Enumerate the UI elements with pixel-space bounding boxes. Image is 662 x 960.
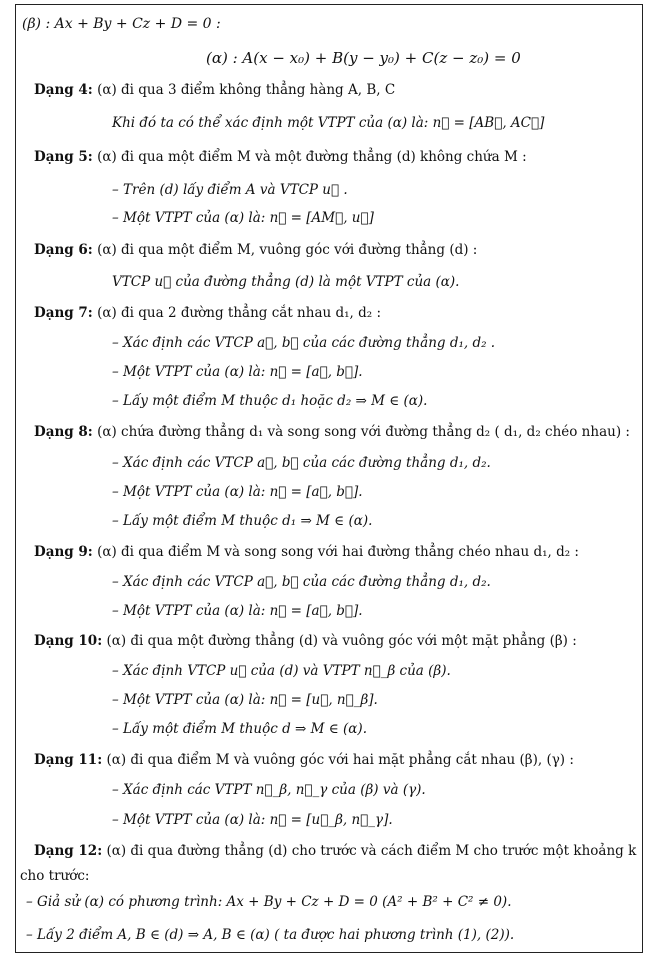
- heading-dang-7: Dạng 7: (α) đi qua 2 đường thẳng cắt nhau d₁, d₂ :: [34, 305, 382, 321]
- item-dang-7-3: – Lấy một điểm M thuộc d₁ hoặc d₂ ⇒ M ∈ (α).: [112, 393, 428, 409]
- item-dang-4-1: Khi đó ta có thể xác định một VTPT của (α) là: n⃗ = [AB⃗, AC⃗]: [112, 115, 545, 131]
- heading-dang-8: Dạng 8: (α) chứa đường thẳng d₁ và song song với đường thẳng d₂ ( d₁, d₂ chéo nhau) :: [34, 424, 630, 440]
- item-dang-9-1: – Xác định các VTCP a⃗, b⃗ của các đường thẳng d₁, d₂.: [112, 574, 491, 590]
- heading-dang-12: Dạng 12: (α) đi qua đường thẳng (d) cho trước và cách điểm M cho trước một khoảng k: [34, 843, 637, 859]
- item-dang-10-3: – Lấy một điểm M thuộc d ⇒ M ∈ (α).: [112, 721, 367, 737]
- heading-dang-5: Dạng 5: (α) đi qua một điểm M và một đường thẳng (d) không chứa M :: [34, 149, 527, 165]
- item-dang-11-2: – Một VTPT của (α) là: n⃗ = [u⃗_β, n⃗_γ].: [112, 812, 393, 828]
- item-dang-9-2: – Một VTPT của (α) là: n⃗ = [a⃗, b⃗].: [112, 603, 363, 619]
- item-dang-11-1: – Xác định các VTPT n⃗_β, n⃗_γ của (β) và (γ).: [112, 782, 426, 798]
- item-dang-12-1: – Giả sử (α) có phương trình: Ax + By + Cz + D = 0 (A² + B² + C² ≠ 0).: [26, 894, 512, 910]
- item-dang-10-2: – Một VTPT của (α) là: n⃗ = [u⃗, n⃗_β].: [112, 692, 378, 708]
- item-dang-8-3: – Lấy một điểm M thuộc d₁ ⇒ M ∈ (α).: [112, 513, 373, 529]
- heading-dang-11: Dạng 11: (α) đi qua điểm M và vuông góc với hai mặt phẳng cắt nhau (β), (γ) :: [34, 752, 574, 768]
- formula-alpha: (α) : A(x − x₀) + B(y − y₀) + C(z − z₀) = 0: [206, 49, 521, 67]
- heading-dang-10: Dạng 10: (α) đi qua một đường thẳng (d) và vuông góc với một mặt phẳng (β) :: [34, 633, 577, 649]
- item-dang-7-1: – Xác định các VTCP a⃗, b⃗ của các đường thẳng d₁, d₂ .: [112, 335, 496, 351]
- item-dang-8-1: – Xác định các VTCP a⃗, b⃗ của các đường thẳng d₁, d₂.: [112, 455, 491, 471]
- item-dang-6-1: VTCP u⃗ của đường thẳng (d) là một VTPT của (α).: [112, 274, 460, 290]
- item-dang-7-2: – Một VTPT của (α) là: n⃗ = [a⃗, b⃗].: [112, 364, 363, 380]
- heading-dang-4: Dạng 4: (α) đi qua 3 điểm không thẳng hàng A, B, C: [34, 82, 396, 98]
- text-dang-12-cont: cho trước:: [20, 868, 90, 884]
- formula-beta: (β) : Ax + By + Cz + D = 0 :: [22, 16, 221, 32]
- item-dang-12-2: – Lấy 2 điểm A, B ∈ (d) ⇒ A, B ∈ (α) ( ta được hai phương trình (1), (2)).: [26, 927, 515, 943]
- item-dang-8-2: – Một VTPT của (α) là: n⃗ = [a⃗, b⃗].: [112, 484, 363, 500]
- heading-dang-9: Dạng 9: (α) đi qua điểm M và song song với hai đường thẳng chéo nhau d₁, d₂ :: [34, 544, 579, 560]
- item-dang-10-1: – Xác định VTCP u⃗ của (d) và VTPT n⃗_β của (β).: [112, 663, 451, 679]
- heading-dang-6: Dạng 6: (α) đi qua một điểm M, vuông góc với đường thẳng (d) :: [34, 242, 478, 258]
- item-dang-5-1: – Trên (d) lấy điểm A và VTCP u⃗ .: [112, 182, 348, 198]
- item-dang-5-2: – Một VTPT của (α) là: n⃗ = [AM⃗, u⃗]: [112, 210, 374, 226]
